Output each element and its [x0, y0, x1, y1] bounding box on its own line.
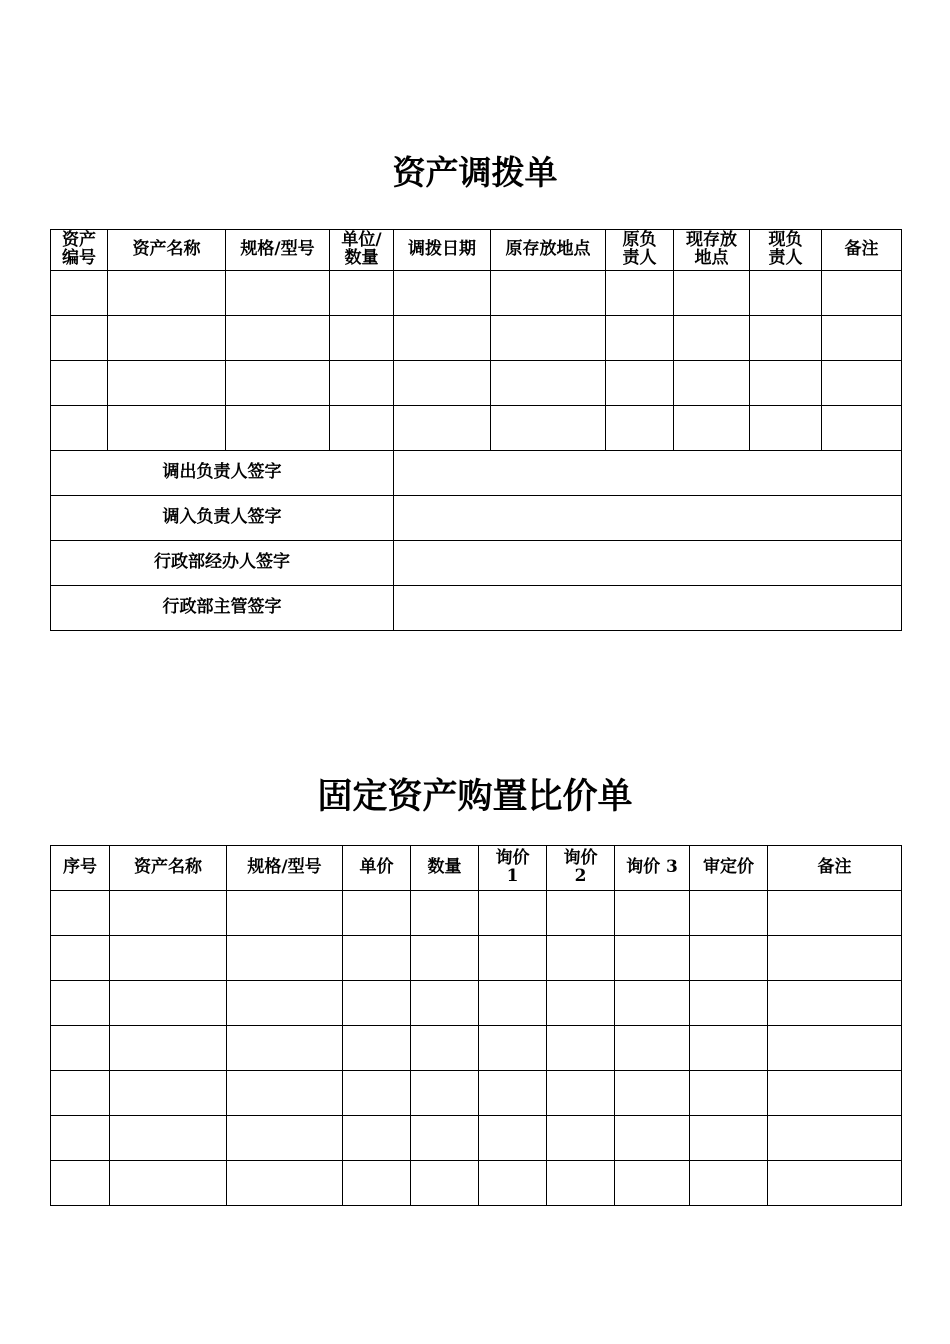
- table-row: [51, 316, 902, 361]
- table-cell[interactable]: [690, 981, 768, 1026]
- column-header: [750, 230, 822, 271]
- table-cell[interactable]: [108, 316, 226, 361]
- table-cell[interactable]: [411, 1116, 479, 1161]
- table-cell[interactable]: [674, 361, 750, 406]
- column-header-line: 资产: [62, 230, 96, 251]
- table-cell[interactable]: [547, 1116, 615, 1161]
- table-cell[interactable]: [394, 316, 491, 361]
- table-cell[interactable]: [343, 936, 411, 981]
- table-cell[interactable]: [51, 1116, 110, 1161]
- signature-label: 行政部经办人签字: [51, 541, 394, 586]
- table-cell[interactable]: [768, 1026, 902, 1071]
- table-cell[interactable]: [750, 406, 822, 451]
- table-cell[interactable]: [479, 891, 547, 936]
- table-cell[interactable]: [110, 981, 227, 1026]
- column-header: [226, 230, 330, 271]
- table-cell[interactable]: [227, 1116, 343, 1161]
- table-cell[interactable]: [615, 1116, 690, 1161]
- purchase-table-header: [51, 846, 902, 891]
- purchase-table-body: [51, 891, 902, 1206]
- table-cell[interactable]: [768, 891, 902, 936]
- table-row: [51, 891, 902, 936]
- table-cell[interactable]: [411, 1026, 479, 1071]
- column-header: [674, 230, 750, 271]
- column-header-line: 审定价: [703, 857, 754, 878]
- table-cell[interactable]: [822, 316, 902, 361]
- table-cell[interactable]: [411, 1071, 479, 1116]
- column-header-line: 规格/型号: [240, 239, 315, 260]
- table-cell[interactable]: [51, 981, 110, 1026]
- table-cell[interactable]: [110, 936, 227, 981]
- table-cell[interactable]: [750, 316, 822, 361]
- column-header: [108, 230, 226, 271]
- table-row: [51, 981, 902, 1026]
- column-header: [491, 230, 606, 271]
- table-cell[interactable]: [491, 406, 606, 451]
- signature-label: 调入负责人签字: [51, 496, 394, 541]
- column-header: [330, 230, 394, 271]
- table-cell[interactable]: [547, 1071, 615, 1116]
- table-cell[interactable]: [690, 1161, 768, 1206]
- table-cell[interactable]: [343, 1026, 411, 1071]
- table-cell[interactable]: [51, 1026, 110, 1071]
- table-cell[interactable]: [51, 936, 110, 981]
- table-cell[interactable]: [343, 1161, 411, 1206]
- column-header: [615, 846, 690, 891]
- table-cell[interactable]: [343, 1071, 411, 1116]
- signature-field[interactable]: [394, 496, 902, 541]
- table-cell[interactable]: [690, 891, 768, 936]
- table-row: [51, 1071, 902, 1116]
- column-header-line: 原负: [622, 230, 657, 251]
- column-header: [51, 846, 110, 891]
- column-header: [110, 846, 227, 891]
- table-cell[interactable]: [110, 1116, 227, 1161]
- table-cell[interactable]: [343, 891, 411, 936]
- transfer-form-title: 资产调拨单: [392, 153, 558, 192]
- table-cell[interactable]: [615, 891, 690, 936]
- header-row: [51, 846, 902, 891]
- column-header: [690, 846, 768, 891]
- table-cell[interactable]: [615, 1026, 690, 1071]
- column-header-line: 地点: [694, 248, 729, 268]
- table-cell[interactable]: [394, 406, 491, 451]
- signature-label: 调出负责人签字: [51, 451, 394, 496]
- column-header-line: 现负: [768, 230, 803, 251]
- column-header-line: 询价: [563, 848, 598, 869]
- table-cell[interactable]: [108, 271, 226, 316]
- table-cell[interactable]: [226, 406, 330, 451]
- column-header: [479, 846, 547, 891]
- table-cell[interactable]: [547, 1161, 615, 1206]
- table-cell[interactable]: [491, 316, 606, 361]
- column-header-line: 备注: [844, 239, 879, 260]
- table-cell[interactable]: [343, 1116, 411, 1161]
- table-cell[interactable]: [690, 1116, 768, 1161]
- column-header-line: 数量: [344, 248, 379, 268]
- table-cell[interactable]: [110, 1161, 227, 1206]
- table-cell[interactable]: [674, 406, 750, 451]
- table-cell[interactable]: [51, 406, 108, 451]
- table-cell[interactable]: [822, 361, 902, 406]
- signature-field[interactable]: [394, 586, 902, 631]
- table-cell[interactable]: [411, 1161, 479, 1206]
- table-cell[interactable]: [227, 1026, 343, 1071]
- column-header: [822, 230, 902, 271]
- column-header-line: 单价: [359, 857, 394, 878]
- table-cell[interactable]: [479, 1161, 547, 1206]
- table-cell[interactable]: [615, 981, 690, 1026]
- table-cell[interactable]: [411, 936, 479, 981]
- table-cell[interactable]: [330, 406, 394, 451]
- column-header: [227, 846, 343, 891]
- table-cell[interactable]: [227, 981, 343, 1026]
- table-cell[interactable]: [51, 891, 110, 936]
- column-header-line: 2: [574, 866, 587, 886]
- table-row: [51, 936, 902, 981]
- table-cell[interactable]: [330, 361, 394, 406]
- transfer-table-header: [51, 230, 902, 271]
- table-cell[interactable]: [690, 1071, 768, 1116]
- table-cell[interactable]: [547, 891, 615, 936]
- table-cell[interactable]: [768, 981, 902, 1026]
- column-header-line: 资产名称: [134, 857, 202, 878]
- table-cell[interactable]: [110, 891, 227, 936]
- column-header-line: 单位/: [341, 230, 382, 251]
- column-header: [768, 846, 902, 891]
- table-cell[interactable]: [822, 406, 902, 451]
- column-header-line: 1: [506, 866, 519, 886]
- column-header-line: 资产名称: [132, 239, 201, 260]
- column-header-line: 序号: [63, 857, 97, 878]
- signature-row: [51, 541, 902, 586]
- table-cell[interactable]: [411, 981, 479, 1026]
- table-cell[interactable]: [479, 936, 547, 981]
- table-row: [51, 1116, 902, 1161]
- table-cell[interactable]: [110, 1026, 227, 1071]
- table-cell[interactable]: [491, 271, 606, 316]
- table-cell[interactable]: [768, 936, 902, 981]
- table-cell[interactable]: [615, 1161, 690, 1206]
- transfer-table-body: [51, 271, 902, 631]
- signature-field[interactable]: [394, 541, 902, 586]
- table-cell[interactable]: [226, 271, 330, 316]
- table-cell[interactable]: [226, 361, 330, 406]
- signature-row: [51, 586, 902, 631]
- purchase-form-title: 固定资产购置比价单: [317, 776, 633, 817]
- column-header-line: 询价 3: [626, 857, 678, 878]
- table-cell[interactable]: [110, 1071, 227, 1116]
- table-cell[interactable]: [227, 936, 343, 981]
- table-row: [51, 271, 902, 316]
- table-row: [51, 406, 902, 451]
- table-cell[interactable]: [750, 361, 822, 406]
- column-header: [51, 230, 108, 271]
- column-header-line: 调拨日期: [408, 239, 476, 260]
- signature-row: [51, 451, 902, 496]
- purchase-comparison-table: [50, 845, 902, 1206]
- column-header-line: 责人: [768, 248, 803, 268]
- table-cell[interactable]: [343, 981, 411, 1026]
- header-row: [51, 230, 902, 271]
- signature-field[interactable]: [394, 451, 902, 496]
- table-cell[interactable]: [606, 361, 674, 406]
- column-header: [411, 846, 479, 891]
- column-header-line: 原存放地点: [505, 239, 591, 260]
- column-header: [343, 846, 411, 891]
- table-cell[interactable]: [51, 316, 108, 361]
- table-cell[interactable]: [615, 1071, 690, 1116]
- table-cell[interactable]: [768, 1071, 902, 1116]
- column-header-line: 询价: [495, 848, 530, 869]
- column-header-line: 现存放: [686, 230, 737, 251]
- table-cell[interactable]: [768, 1116, 902, 1161]
- table-cell[interactable]: [51, 1161, 110, 1206]
- asset-transfer-table: [50, 229, 902, 631]
- table-cell[interactable]: [108, 406, 226, 451]
- column-header: [394, 230, 491, 271]
- table-cell[interactable]: [411, 891, 479, 936]
- table-cell[interactable]: [51, 271, 108, 316]
- table-cell[interactable]: [108, 361, 226, 406]
- table-cell[interactable]: [394, 361, 491, 406]
- table-cell[interactable]: [615, 936, 690, 981]
- table-cell[interactable]: [674, 271, 750, 316]
- table-cell[interactable]: [822, 271, 902, 316]
- table-cell[interactable]: [51, 1071, 110, 1116]
- table-cell[interactable]: [51, 361, 108, 406]
- table-cell[interactable]: [479, 981, 547, 1026]
- column-header-line: 数量: [427, 857, 462, 878]
- table-row: [51, 1026, 902, 1071]
- table-cell[interactable]: [394, 271, 491, 316]
- table-cell[interactable]: [547, 981, 615, 1026]
- table-cell[interactable]: [606, 271, 674, 316]
- table-cell[interactable]: [479, 1026, 547, 1071]
- table-cell[interactable]: [227, 891, 343, 936]
- table-cell[interactable]: [330, 316, 394, 361]
- table-cell[interactable]: [227, 1161, 343, 1206]
- table-cell[interactable]: [226, 316, 330, 361]
- table-cell[interactable]: [491, 361, 606, 406]
- table-cell[interactable]: [750, 271, 822, 316]
- table-cell[interactable]: [606, 316, 674, 361]
- table-cell[interactable]: [768, 1161, 902, 1206]
- column-header: [547, 846, 615, 891]
- table-cell[interactable]: [479, 1116, 547, 1161]
- table-cell[interactable]: [227, 1071, 343, 1116]
- table-cell[interactable]: [674, 316, 750, 361]
- column-header-line: 规格/型号: [247, 857, 322, 878]
- table-cell[interactable]: [690, 1026, 768, 1071]
- column-header: [606, 230, 674, 271]
- column-header-line: 备注: [817, 857, 852, 878]
- column-header-line: 编号: [62, 248, 96, 268]
- column-header-line: 责人: [622, 248, 657, 268]
- signature-label: 行政部主管签字: [51, 586, 394, 631]
- table-cell[interactable]: [547, 1026, 615, 1071]
- table-cell[interactable]: [479, 1071, 547, 1116]
- table-cell[interactable]: [330, 271, 394, 316]
- table-cell[interactable]: [547, 936, 615, 981]
- table-row: [51, 361, 902, 406]
- table-cell[interactable]: [606, 406, 674, 451]
- table-cell[interactable]: [690, 936, 768, 981]
- signature-row: [51, 496, 902, 541]
- table-row: [51, 1161, 902, 1206]
